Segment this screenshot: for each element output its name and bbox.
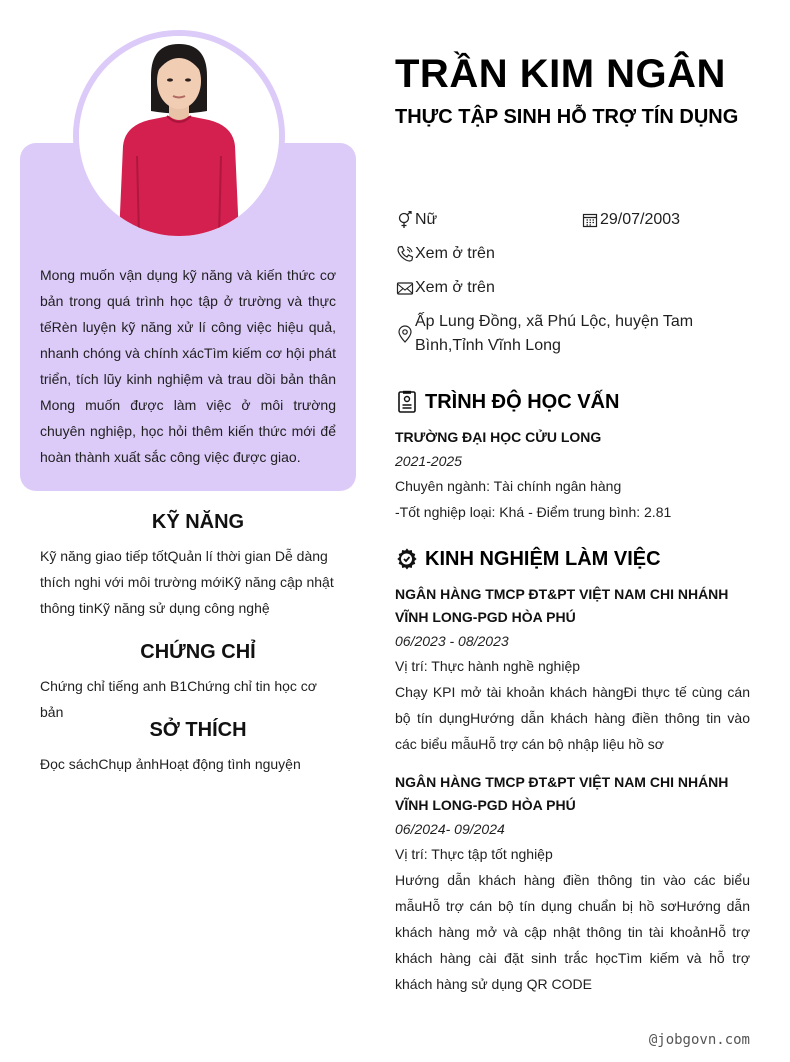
exp1-period: 06/2023 - 08/2023 <box>395 633 509 649</box>
certificates-title: CHỨNG CHỈ <box>140 641 256 663</box>
exp2-period: 06/2024- 09/2024 <box>395 821 505 837</box>
exp1-position: Vị trí: Thực hành nghề nghiệp <box>395 658 581 674</box>
phone-row <box>395 242 495 266</box>
skills-text: Kỹ năng giao tiếp tốtQuản lí thời gian Dễ dàng thích nghi với môi trường mớiKỹ năng cập nhật thông tinKỹ năng sử dụng công nghệ <box>40 548 334 616</box>
phone-value: Xem ở trên <box>415 245 495 262</box>
skills-title: KỸ NĂNG <box>151 511 245 533</box>
school-name: TRƯỜNG ĐẠI HỌC CỬU LONG <box>395 429 602 445</box>
career-objective: Mong muốn vận dụng kỹ năng và kiến thức cơ bản trong quá trình học tập ở trường và thực tếRèn luyện kỹ năng xử lí công việc hiệu quả, nhanh chóng và chính xácTìm kiếm cơ hội phát triển, tích lũy kinh nghiệm và trau dồi bản thân Mong muốn được làm việc ở môi trường chuyên nghiệp, học hỏi thêm kiến thức mới để hoàn thành xuất sắc công việc được giao. <box>40 267 336 465</box>
footer-watermark: @jobgovn.com <box>648 1032 750 1048</box>
email-row <box>395 276 495 300</box>
job-title: THỰC TẬP SINH HỖ TRỢ TÍN DỤNG <box>395 106 739 128</box>
exp2-company: NGÂN HÀNG TMCP ĐT&PT VIỆT NAM CHI NHÁNH VĨNH LONG-PGD HÒA PHÚ <box>395 774 729 813</box>
gender-row <box>395 208 437 232</box>
avatar <box>79 36 279 236</box>
education-title: TRÌNH ĐỘ HỌC VẤN <box>425 390 620 413</box>
gear-check-icon <box>395 547 419 571</box>
gender-value: Nữ <box>415 211 438 228</box>
email-value: Xem ở trên <box>415 279 495 296</box>
gender-icon <box>395 210 415 230</box>
education-major: Chuyên ngành: Tài chính ngân hàng <box>395 478 622 494</box>
education-period: 2021-2025 <box>395 453 462 469</box>
education-heading <box>395 390 619 414</box>
exp1-description: Chạy KPI mở tài khoản khách hàngĐi thực tế cùng cán bộ tín dụngHướng dẫn khách hàng điền thông tin vào các biểu mẫuHỗ trợ cán bộ nhập liệu hồ sơ <box>395 684 750 752</box>
exp1-company: NGÂN HÀNG TMCP ĐT&PT VIỆT NAM CHI NHÁNH VĨNH LONG-PGD HÒA PHÚ <box>395 586 729 625</box>
person-portrait-icon <box>79 36 279 236</box>
education-grade: -Tốt nghiệp loại: Khá - Điểm trung bình: 2.81 <box>395 504 672 520</box>
mail-icon <box>395 278 415 298</box>
certificates-text: Chứng chỉ tiếng anh B1Chứng chỉ tin học cơ bản <box>40 678 317 720</box>
address-row <box>395 310 715 358</box>
hobbies-text: Đọc sáchChụp ảnhHoạt động tình nguyện <box>40 756 301 772</box>
birthday-row <box>580 208 680 232</box>
experience-heading <box>395 547 661 571</box>
exp2-description: Hướng dẫn khách hàng điền thông tin vào các biểu mẫuHỗ trợ cán bộ tín dụng chuẩn bị hồ sơHướng dẫn khách hàng mở và cập nhật thông tin tài khoảnHỗ trợ khách hàng cài đặt sinh trắc họcTìm kiếm và hỗ trợ khách hàng sử dụng QR CODE <box>395 872 750 992</box>
birthday-value: 29/07/2003 <box>600 211 681 228</box>
location-pin-icon <box>395 324 415 344</box>
exp2-position: Vị trí: Thực tập tốt nghiệp <box>395 846 553 862</box>
calendar-icon <box>580 210 600 230</box>
education-icon <box>395 390 419 414</box>
phone-icon <box>395 244 415 264</box>
full-name: TRẦN KIM NGÂN <box>395 52 726 96</box>
experience-title: KINH NGHIỆM LÀM VIỆC <box>425 547 661 570</box>
address-value: Ấp Lung Đồng, xã Phú Lộc, huyện Tam Bình,Tỉnh Vĩnh Long <box>415 313 694 354</box>
hobbies-title: SỞ THÍCH <box>149 719 247 741</box>
